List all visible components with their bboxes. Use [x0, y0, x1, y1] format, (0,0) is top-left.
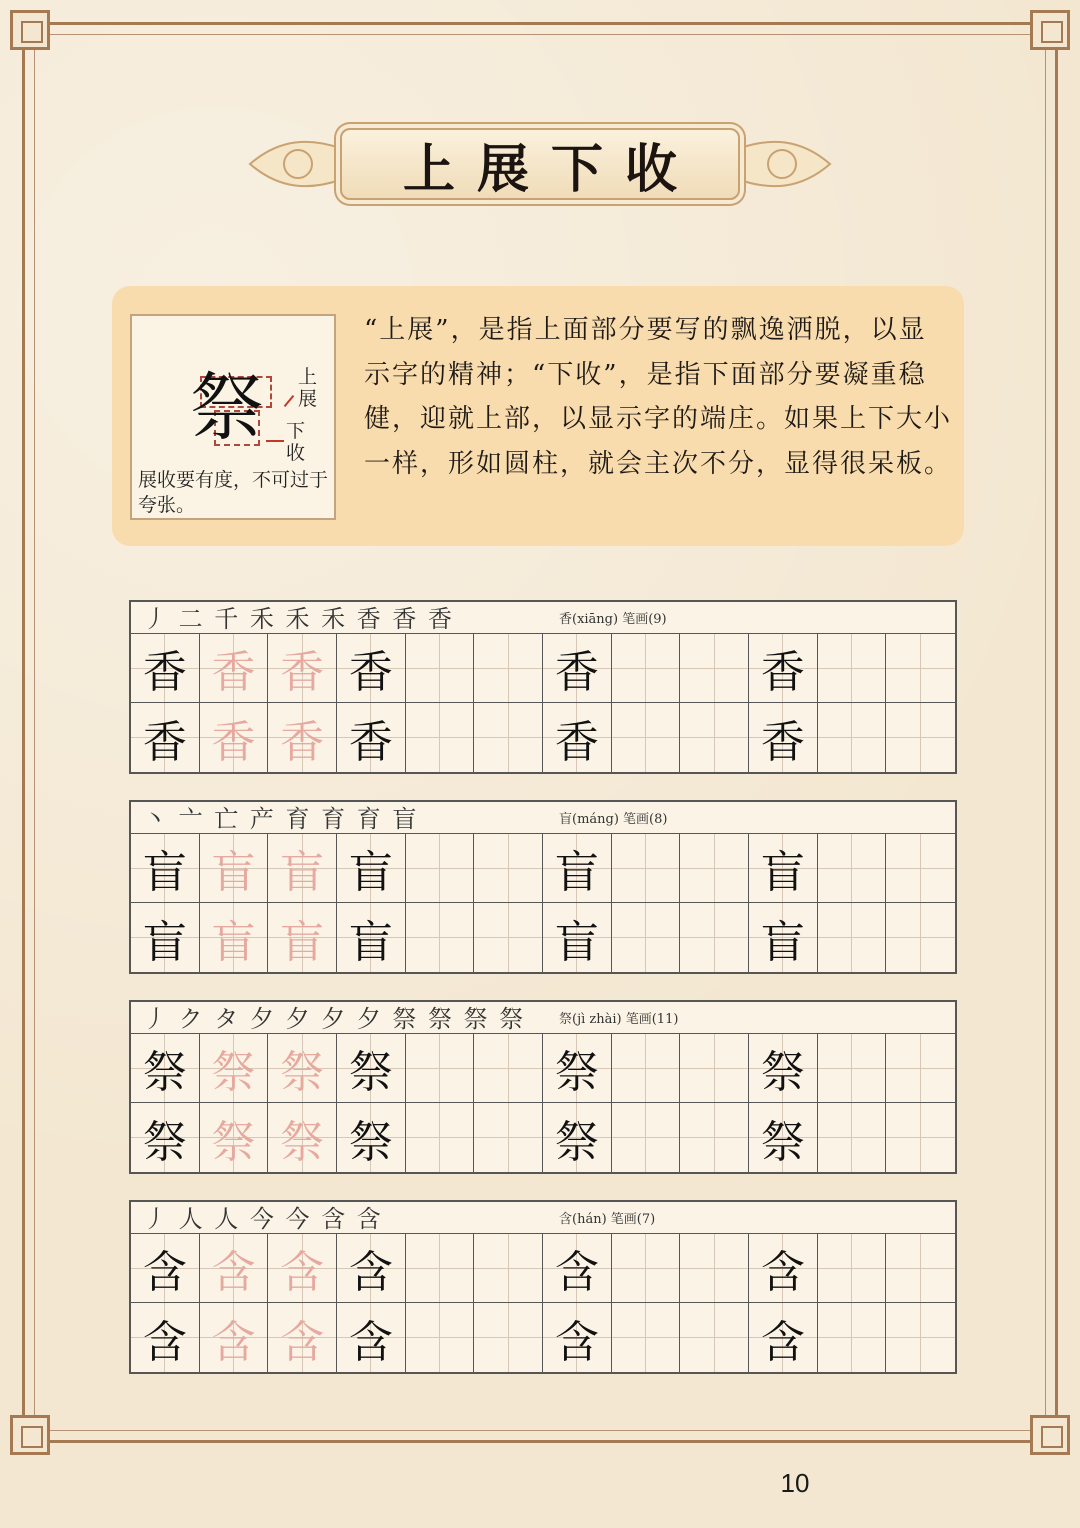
- grid-cell[interactable]: [406, 834, 475, 903]
- grid-cell[interactable]: [612, 834, 681, 903]
- grid-cell[interactable]: [612, 1303, 681, 1372]
- grid-cell[interactable]: [680, 834, 749, 903]
- model-character: 祭: [760, 1116, 805, 1168]
- grid-cell[interactable]: [268, 1034, 337, 1103]
- grid-cell[interactable]: [474, 1303, 543, 1372]
- model-character: 祭: [348, 1047, 393, 1098]
- grid-cell[interactable]: [474, 634, 543, 703]
- grid-cell[interactable]: [680, 1234, 749, 1303]
- grid-cell[interactable]: [749, 634, 818, 703]
- practice-block: [129, 600, 957, 774]
- grid-cell[interactable]: [406, 903, 475, 972]
- grid-cell[interactable]: [268, 634, 337, 703]
- grid-cell[interactable]: [406, 1103, 475, 1172]
- grid-cell[interactable]: [749, 1103, 818, 1172]
- demo-pointer: [266, 440, 284, 442]
- model-character: 祭: [554, 1047, 599, 1098]
- grid-cell[interactable]: [337, 634, 406, 703]
- stroke-order: 丶 亠 亡 产 育 育 育 盲: [143, 805, 419, 833]
- grid-cell[interactable]: [200, 703, 269, 772]
- trace-character: 含: [211, 1247, 256, 1298]
- model-character: 祭: [554, 1116, 599, 1168]
- grid-cell[interactable]: [200, 834, 269, 903]
- writing-grid: [131, 634, 955, 772]
- grid-cell[interactable]: [474, 903, 543, 972]
- grid-cell[interactable]: [543, 1303, 612, 1372]
- trace-character: 祭: [280, 1116, 325, 1168]
- grid-cell[interactable]: [131, 834, 200, 903]
- grid-cell[interactable]: [268, 903, 337, 972]
- demo-pointer: [284, 395, 295, 407]
- practice-block: [129, 1200, 957, 1374]
- grid-cell[interactable]: [200, 1103, 269, 1172]
- grid-cell[interactable]: [337, 903, 406, 972]
- grid-cell[interactable]: [131, 703, 200, 772]
- grid-cell[interactable]: [337, 1034, 406, 1103]
- model-character: 盲: [760, 847, 805, 898]
- writing-grid: [131, 834, 955, 972]
- stroke-order: 丿 人 人 今 今 含 含: [143, 1205, 383, 1233]
- grid-cell[interactable]: [131, 1303, 200, 1372]
- model-character: 盲: [348, 847, 393, 898]
- model-character: 盲: [142, 847, 187, 898]
- trace-character: 香: [280, 716, 325, 768]
- grid-cell[interactable]: [680, 1034, 749, 1103]
- trace-character: 盲: [211, 916, 256, 968]
- practice-header: [131, 1002, 955, 1034]
- model-character: 香: [142, 647, 187, 698]
- grid-cell[interactable]: [612, 903, 681, 972]
- grid-cell[interactable]: [886, 1103, 955, 1172]
- grid-cell[interactable]: [749, 1303, 818, 1372]
- grid-cell[interactable]: [200, 634, 269, 703]
- trace-character: 含: [280, 1316, 325, 1368]
- trace-character: 香: [211, 716, 256, 768]
- grid-cell[interactable]: [543, 1234, 612, 1303]
- grid-cell[interactable]: [749, 1234, 818, 1303]
- pinyin-stroke-count: 祭(jì zhài) 笔画(11): [559, 1012, 679, 1027]
- grid-cell[interactable]: [749, 1034, 818, 1103]
- pinyin-stroke-count: 香(xiāng) 笔画(9): [559, 612, 667, 627]
- grid-cell[interactable]: [543, 634, 612, 703]
- model-character: 香: [142, 716, 187, 768]
- grid-cell[interactable]: [680, 703, 749, 772]
- grid-cell[interactable]: [818, 1034, 887, 1103]
- grid-cell[interactable]: [818, 634, 887, 703]
- grid-cell[interactable]: [818, 903, 887, 972]
- grid-cell[interactable]: [337, 1234, 406, 1303]
- model-character: 香: [554, 716, 599, 768]
- grid-cell[interactable]: [406, 634, 475, 703]
- trace-character: 香: [211, 647, 256, 698]
- page-title: 上展下收: [402, 138, 699, 200]
- grid-cell[interactable]: [543, 903, 612, 972]
- model-character: 香: [554, 647, 599, 698]
- grid-cell[interactable]: [612, 1103, 681, 1172]
- trace-character: 盲: [280, 847, 325, 898]
- trace-character: 祭: [211, 1116, 256, 1168]
- grid-cell[interactable]: [680, 903, 749, 972]
- grid-cell[interactable]: [886, 634, 955, 703]
- grid-cell[interactable]: [131, 1103, 200, 1172]
- model-character: 盲: [554, 847, 599, 898]
- grid-cell[interactable]: [337, 834, 406, 903]
- trace-character: 祭: [211, 1047, 256, 1098]
- grid-cell[interactable]: [886, 834, 955, 903]
- grid-cell[interactable]: [680, 1303, 749, 1372]
- grid-cell[interactable]: [612, 1234, 681, 1303]
- grid-cell[interactable]: [200, 1034, 269, 1103]
- trace-character: 盲: [280, 916, 325, 968]
- model-character: 祭: [760, 1047, 805, 1098]
- model-character: 祭: [348, 1116, 393, 1168]
- model-character: 香: [760, 716, 805, 768]
- stroke-order: 丿 ク タ 夕 夕 夕 夕 祭 祭 祭 祭: [143, 1005, 526, 1033]
- grid-cell[interactable]: [612, 703, 681, 772]
- grid-cell[interactable]: [543, 1103, 612, 1172]
- corner-ornament: [10, 1415, 50, 1455]
- corner-ornament: [1030, 1415, 1070, 1455]
- stroke-order: 丿 二 千 禾 禾 禾 香 香 香: [143, 605, 455, 633]
- grid-cell[interactable]: [268, 1103, 337, 1172]
- grid-cell[interactable]: [474, 834, 543, 903]
- grid-cell[interactable]: [680, 1103, 749, 1172]
- model-character: 祭: [142, 1047, 187, 1098]
- page-number: 10: [780, 1468, 810, 1498]
- model-character: 含: [554, 1247, 599, 1298]
- grid-cell[interactable]: [337, 703, 406, 772]
- grid-cell[interactable]: [543, 1034, 612, 1103]
- grid-cell[interactable]: [268, 703, 337, 772]
- grid-cell[interactable]: [268, 834, 337, 903]
- practice-header: [131, 802, 955, 834]
- model-character: 盲: [554, 916, 599, 968]
- model-character: 香: [760, 647, 805, 698]
- grid-cell[interactable]: [818, 1234, 887, 1303]
- grid-cell[interactable]: [131, 903, 200, 972]
- grid-cell[interactable]: [612, 634, 681, 703]
- title-banner: [240, 118, 840, 210]
- grid-cell[interactable]: [337, 1303, 406, 1372]
- grid-cell[interactable]: [474, 1103, 543, 1172]
- grid-cell[interactable]: [886, 1234, 955, 1303]
- grid-cell[interactable]: [886, 903, 955, 972]
- grid-cell[interactable]: [406, 1034, 475, 1103]
- grid-cell[interactable]: [131, 1034, 200, 1103]
- explanation-text: “上展”，是指上面部分要写的飘逸洒脱，以显示字的精神；“下收”，是指下面部分要凝重稳健，迎就上部，以显示字的端庄。如果上下大小一样，形如圆柱，就会主次不分，显得很呆板。: [364, 315, 953, 479]
- demo-note: 展收要有度，不可过于夸张。: [138, 469, 329, 516]
- grid-cell[interactable]: [337, 1103, 406, 1172]
- trace-character: 香: [280, 647, 325, 698]
- grid-cell[interactable]: [268, 1303, 337, 1372]
- grid-cell[interactable]: [200, 903, 269, 972]
- grid-cell[interactable]: [818, 703, 887, 772]
- model-character: 含: [142, 1247, 187, 1298]
- demo-character: 祭: [190, 365, 264, 451]
- practice-header: [131, 1202, 955, 1234]
- grid-cell[interactable]: [474, 1234, 543, 1303]
- trace-character: 盲: [211, 847, 256, 898]
- grid-cell[interactable]: [818, 834, 887, 903]
- grid-cell[interactable]: [200, 1234, 269, 1303]
- practice-header: [131, 602, 955, 634]
- demo-box: [130, 314, 336, 520]
- grid-cell[interactable]: [131, 1234, 200, 1303]
- model-character: 含: [142, 1316, 187, 1368]
- trace-character: 含: [280, 1247, 325, 1298]
- grid-cell[interactable]: [474, 1034, 543, 1103]
- grid-cell[interactable]: [818, 1103, 887, 1172]
- grid-cell[interactable]: [886, 1303, 955, 1372]
- grid-cell[interactable]: [406, 703, 475, 772]
- grid-cell[interactable]: [406, 1234, 475, 1303]
- grid-cell[interactable]: [680, 634, 749, 703]
- model-character: 含: [760, 1316, 805, 1368]
- practice-block: [129, 800, 957, 974]
- model-character: 祭: [142, 1116, 187, 1168]
- model-character: 香: [348, 716, 393, 768]
- grid-cell[interactable]: [268, 1234, 337, 1303]
- title-box: [340, 128, 740, 200]
- practice-block: [129, 1000, 957, 1174]
- model-character: 含: [554, 1316, 599, 1368]
- pinyin-stroke-count: 含(hán) 笔画(7): [559, 1212, 656, 1227]
- model-character: 香: [348, 647, 393, 698]
- grid-cell[interactable]: [612, 1034, 681, 1103]
- model-character: 含: [348, 1247, 393, 1298]
- pinyin-stroke-count: 盲(máng) 笔画(8): [559, 812, 668, 827]
- model-character: 盲: [760, 916, 805, 968]
- grid-cell[interactable]: [131, 634, 200, 703]
- grid-cell[interactable]: [886, 703, 955, 772]
- grid-cell[interactable]: [749, 703, 818, 772]
- grid-cell[interactable]: [749, 903, 818, 972]
- grid-cell[interactable]: [406, 1303, 475, 1372]
- writing-grid: [131, 1034, 955, 1172]
- grid-cell[interactable]: [200, 1303, 269, 1372]
- grid-cell[interactable]: [543, 703, 612, 772]
- model-character: 盲: [142, 916, 187, 968]
- demo-label-bottom: 下收: [286, 420, 306, 464]
- grid-cell[interactable]: [474, 703, 543, 772]
- grid-cell[interactable]: [818, 1303, 887, 1372]
- writing-grid: [131, 1234, 955, 1372]
- model-character: 含: [760, 1247, 805, 1298]
- model-character: 盲: [348, 916, 393, 968]
- corner-ornament: [1030, 10, 1070, 50]
- trace-character: 含: [211, 1316, 256, 1368]
- model-character: 含: [348, 1316, 393, 1368]
- grid-cell[interactable]: [543, 834, 612, 903]
- trace-character: 祭: [280, 1047, 325, 1098]
- corner-ornament: [10, 10, 50, 50]
- grid-cell[interactable]: [886, 1034, 955, 1103]
- grid-cell[interactable]: [749, 834, 818, 903]
- demo-label-top: 上展: [298, 366, 318, 410]
